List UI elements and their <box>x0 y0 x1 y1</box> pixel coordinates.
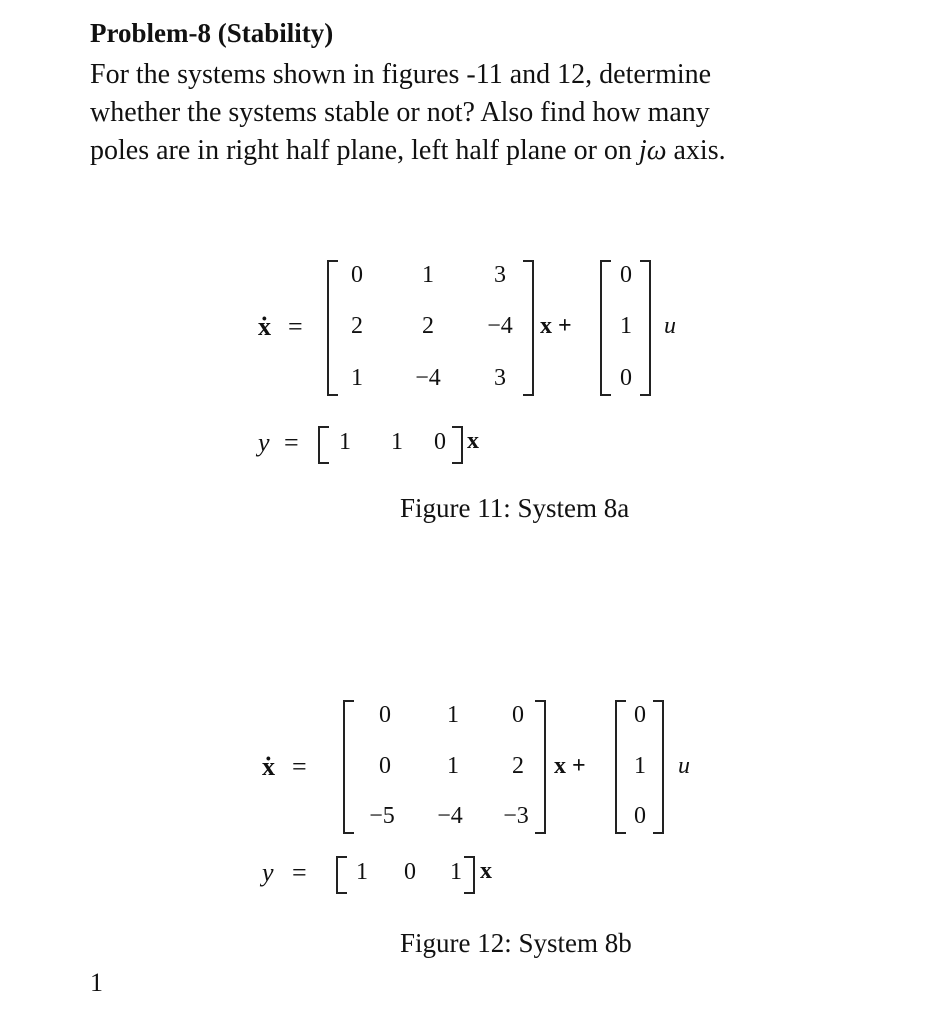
a13: 0 <box>512 702 524 728</box>
equals-sign: = <box>292 752 307 781</box>
x-vector: x <box>480 858 492 884</box>
matrix-c-right-bracket <box>452 426 463 464</box>
a33: −3 <box>503 803 529 829</box>
b1: 0 <box>634 702 646 728</box>
xdot-label: ẋ <box>258 312 271 341</box>
c3: 0 <box>434 429 446 455</box>
figure-11-caption: Figure 11: System 8a <box>400 493 630 523</box>
statement-line-3 <box>90 132 890 170</box>
x-plus: x + <box>540 313 572 339</box>
page-number: 1 <box>90 968 103 997</box>
a21: 0 <box>379 753 391 779</box>
y-symbol: y <box>258 428 270 457</box>
matrix-c-right-bracket <box>464 856 475 894</box>
statement-line-1: For the systems shown in figures -11 and 12, determine <box>90 59 712 90</box>
a22: 1 <box>447 753 459 779</box>
matrix-c-left-bracket <box>336 856 347 894</box>
matrix-b-left-bracket <box>600 260 611 396</box>
statement-line-2: whether the systems stable or not? Also find how many <box>90 97 710 128</box>
equals-sign: = <box>284 428 299 457</box>
statement-line-3-suffix: axis. <box>666 135 726 166</box>
problem-statement <box>90 56 890 170</box>
a31: −5 <box>369 803 395 829</box>
matrix-b-right-bracket <box>653 700 664 834</box>
xdot-label: ẋ <box>262 752 275 781</box>
matrix-b-left-bracket <box>615 700 626 834</box>
u-symbol: u <box>678 753 690 779</box>
a12: 1 <box>447 702 459 728</box>
b3: 0 <box>620 365 632 391</box>
u-symbol: u <box>664 313 676 339</box>
a31: 1 <box>351 365 363 391</box>
y-symbol: y <box>262 858 274 887</box>
equals-sign: = <box>292 858 307 887</box>
a13: 3 <box>494 262 506 288</box>
a32: −4 <box>415 365 441 391</box>
a11: 0 <box>379 702 391 728</box>
figure-12-caption: Figure 12: System 8b <box>400 928 632 958</box>
equals-sign: = <box>288 312 303 341</box>
matrix-c-left-bracket <box>318 426 329 464</box>
x-vector: x <box>467 428 479 454</box>
a32: −4 <box>437 803 463 829</box>
a23: −4 <box>487 313 513 339</box>
matrix-b-right-bracket <box>640 260 651 396</box>
a23: 2 <box>512 753 524 779</box>
c1: 1 <box>339 429 351 455</box>
a12: 1 <box>422 262 434 288</box>
a33: 3 <box>494 365 506 391</box>
c1: 1 <box>356 859 368 885</box>
c2: 1 <box>391 429 403 455</box>
c2: 0 <box>404 859 416 885</box>
b3: 0 <box>634 803 646 829</box>
problem-heading: Problem-8 (Stability) <box>90 18 334 48</box>
jw-symbol: jω <box>638 135 667 166</box>
a21: 2 <box>351 313 363 339</box>
a11: 0 <box>351 262 363 288</box>
b1: 0 <box>620 262 632 288</box>
b2: 1 <box>620 313 632 339</box>
statement-line-3-prefix: poles are in right half plane, left half plane or on <box>90 135 639 166</box>
a22: 2 <box>422 313 434 339</box>
c3: 1 <box>450 859 462 885</box>
b2: 1 <box>634 753 646 779</box>
x-plus: x + <box>554 753 586 779</box>
